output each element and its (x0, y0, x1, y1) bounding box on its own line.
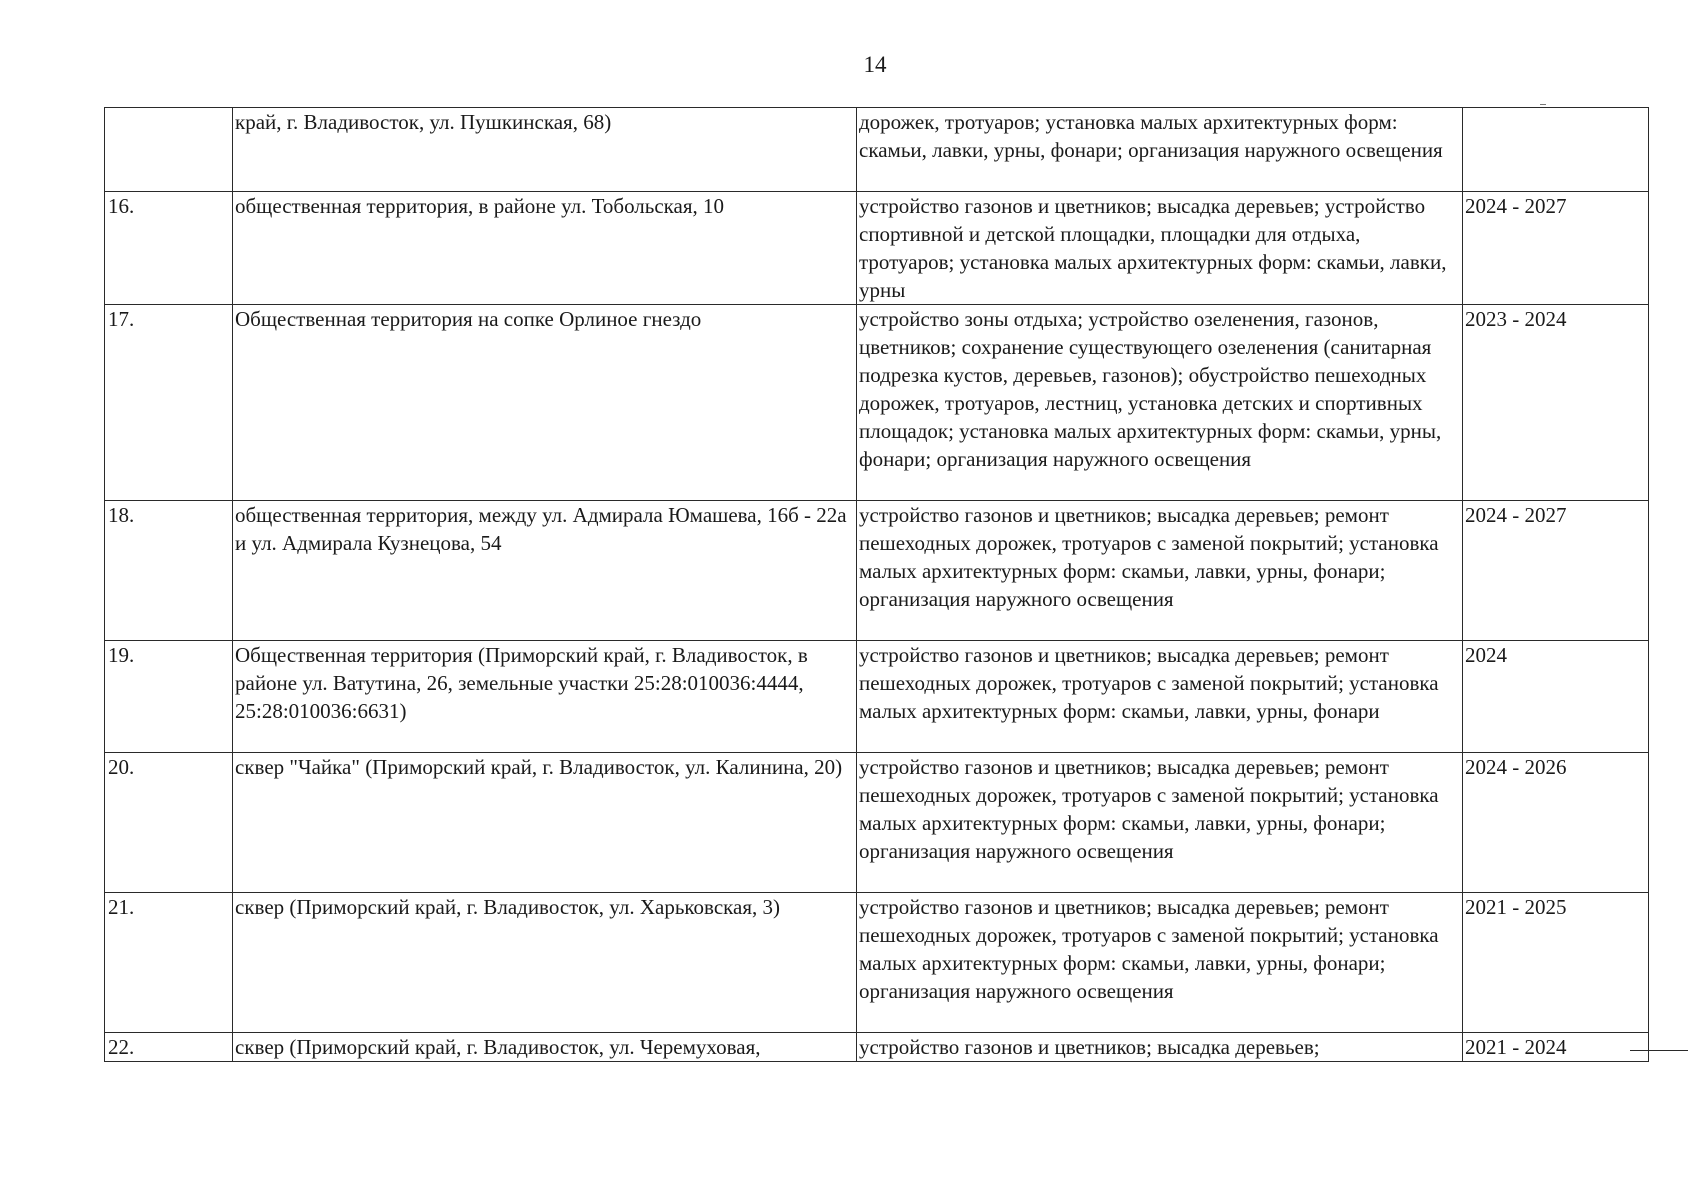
territory-name-cell: Общественная территория (Приморский край, г. Владивосток, в районе ул. Ватутина, 26, земельные участки 25:28:010036:4444, 25:28:010036:6631) (233, 641, 857, 753)
table-row (105, 753, 1649, 893)
row-number-cell (105, 108, 233, 192)
period-cell: 2021 - 2025 (1463, 893, 1649, 1033)
works-list-cell: дорожек, тротуаров; установка малых архитектурных форм: скамьи, лавки, урны, фонари; организация наружного освещения (857, 108, 1463, 192)
scan-overrun-line (1630, 1050, 1688, 1051)
period-cell: 2024 - 2027 (1463, 192, 1649, 305)
works-list-cell: устройство газонов и цветников; высадка деревьев; ремонт пешеходных дорожек, тротуаров с заменой покрытий; установка малых архитектурных форм: скамьи, лавки, урны, фонари; организация наружного освещения (857, 501, 1463, 641)
works-list-cell: устройство зоны отдыха; устройство озеленения, газонов, цветников; сохранение существующего озеленения (санитарная подрезка кустов, деревьев, газонов); обустройство пешеходных дорожек, тротуаров, лестниц, установка детских и спортивных площадок; установка малых архитектурных форм: скамьи, урны, фонари; организация наружного освещения (857, 305, 1463, 501)
scan-speck (1540, 104, 1546, 105)
period-cell: 2021 - 2024 (1463, 1033, 1649, 1062)
table-row (105, 192, 1649, 305)
row-number-cell: 19. (105, 641, 233, 753)
period-cell: 2024 - 2026 (1463, 753, 1649, 893)
table-row (105, 641, 1649, 753)
territory-name-cell: сквер (Приморский край, г. Владивосток, ул. Харьковская, 3) (233, 893, 857, 1033)
works-list-cell: устройство газонов и цветников; высадка деревьев; ремонт пешеходных дорожек, тротуаров с заменой покрытий; установка малых архитектурных форм: скамьи, лавки, урны, фонари (857, 641, 1463, 753)
works-list-cell: устройство газонов и цветников; высадка деревьев; (857, 1033, 1463, 1062)
table-row (105, 305, 1649, 501)
row-number-cell: 20. (105, 753, 233, 893)
table-row (105, 501, 1649, 641)
works-list-cell: устройство газонов и цветников; высадка деревьев; ремонт пешеходных дорожек, тротуаров с заменой покрытий; установка малых архитектурных форм: скамьи, лавки, урны, фонари; организация наружного освещения (857, 893, 1463, 1033)
territory-name-cell: край, г. Владивосток, ул. Пушкинская, 68) (233, 108, 857, 192)
row-number-cell: 22. (105, 1033, 233, 1062)
territory-name-cell: Общественная территория на сопке Орлиное гнездо (233, 305, 857, 501)
territory-name-cell: общественная территория, в районе ул. Тобольская, 10 (233, 192, 857, 305)
period-cell (1463, 108, 1649, 192)
table-row (105, 1033, 1649, 1062)
table-row (105, 893, 1649, 1033)
table-row (105, 108, 1649, 192)
period-cell: 2023 - 2024 (1463, 305, 1649, 501)
territory-name-cell: сквер (Приморский край, г. Владивосток, ул. Черемуховая, (233, 1033, 857, 1062)
row-number-cell: 17. (105, 305, 233, 501)
row-number-cell: 18. (105, 501, 233, 641)
row-number-cell: 16. (105, 192, 233, 305)
page-number: 14 (863, 52, 887, 77)
table-container (104, 107, 1648, 1062)
row-number-cell: 21. (105, 893, 233, 1033)
improvement-territories-table (104, 107, 1649, 1062)
territory-name-cell: общественная территория, между ул. Адмирала Юмашева, 16б - 22а и ул. Адмирала Кузнецова, 54 (233, 501, 857, 641)
territory-name-cell: сквер "Чайка" (Приморский край, г. Владивосток, ул. Калинина, 20) (233, 753, 857, 893)
period-cell: 2024 (1463, 641, 1649, 753)
period-cell: 2024 - 2027 (1463, 501, 1649, 641)
works-list-cell: устройство газонов и цветников; высадка деревьев; ремонт пешеходных дорожек, тротуаров с заменой покрытий; установка малых архитектурных форм: скамьи, лавки, урны, фонари; организация наружного освещения (857, 753, 1463, 893)
works-list-cell: устройство газонов и цветников; высадка деревьев; устройство спортивной и детской площадки, площадки для отдыха, тротуаров; установка малых архитектурных форм: скамьи, лавки, урны (857, 192, 1463, 305)
